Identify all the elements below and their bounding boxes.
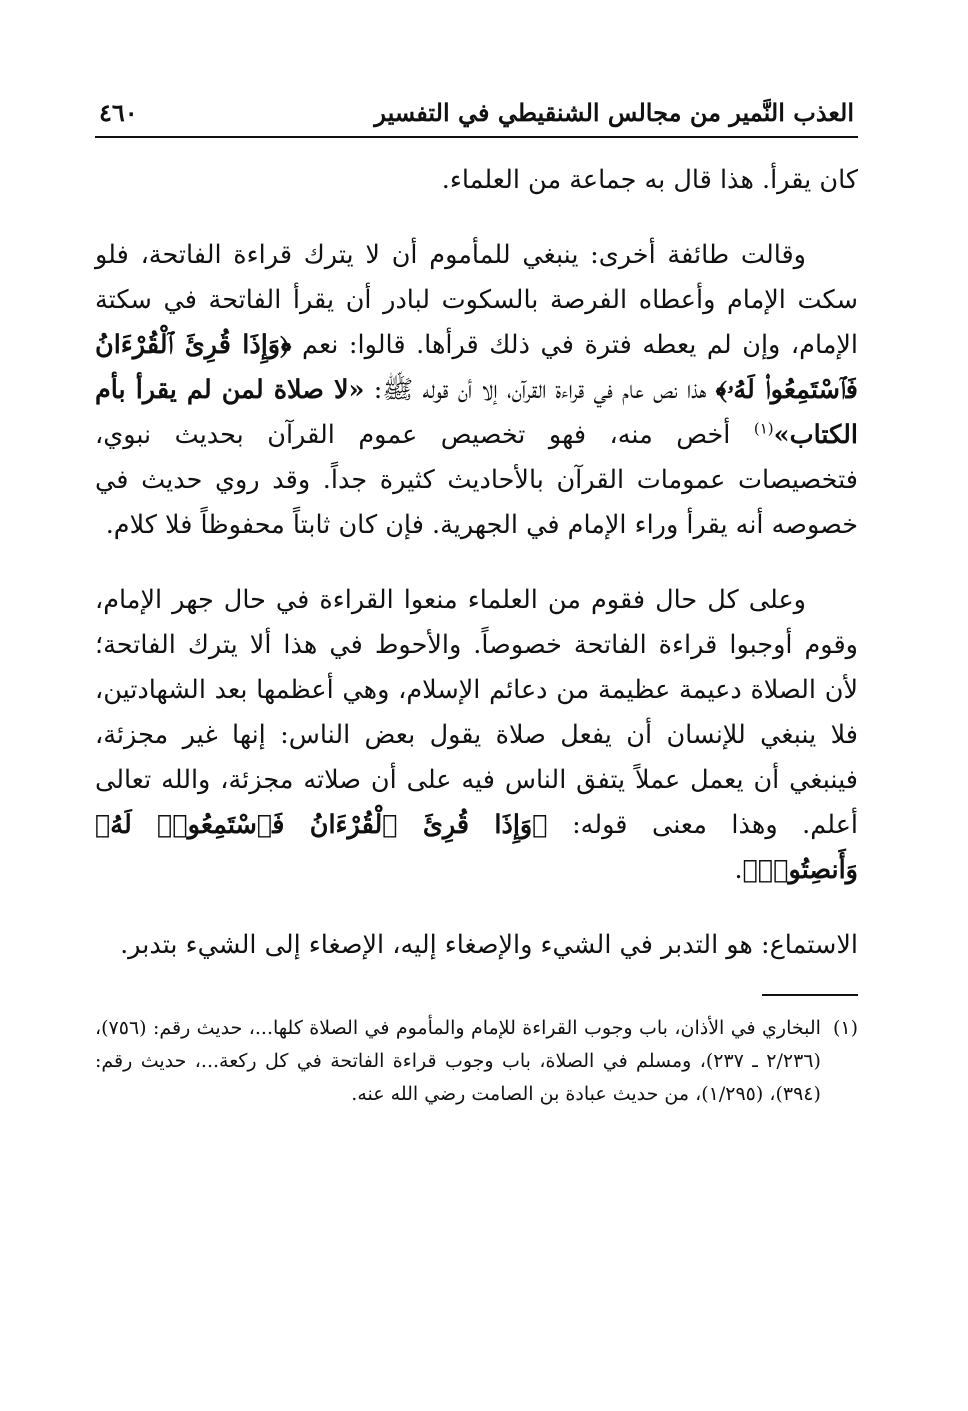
main-text: [95, 158, 858, 968]
footnote-marker: (١): [832, 1017, 858, 1039]
header-rule: [95, 136, 858, 138]
running-header: [95, 96, 858, 136]
quran-quote: ﴿وَإِذَا قُرِئَ ٱلْقُرْءَانُ فَٱسْتَمِعُوا۟ لَهُۥ﴾: [95, 330, 858, 405]
quran-quote: ﴿وَإِذَا قُرِئَ ٱلْقُرْءَانُ فَٱسْتَمِعُوا۟ لَهُۥ وَأَنصِتُوا۟﴾: [95, 810, 858, 885]
paragraph-1: كان يقرأ. هذا قال به جماعة من العلماء.: [441, 165, 858, 195]
hadith-quote: «لا صلاة لمن لم يقرأ بأم الكتاب»: [95, 375, 859, 450]
footnote-rule: [762, 994, 858, 996]
footnote-reference: (١): [753, 419, 774, 438]
paragraph-4: الاستماع: هو التدبر في الشيء والإصغاء إليه، الإصغاء إلى الشيء بتدبر.: [120, 930, 858, 960]
paragraph-3: وعلى كل حال فقوم من العلماء منعوا القراءة في حال جهر الإمام، وقوم أوجبوا قراءة الفاتحة خصوصاً. والأحوط في هذا ألا يترك الفاتحة؛ لأن الصلاة دعيمة عظيمة من دعائم الإسلام، وهي أعظمها بعد الشهادتين، فلا ينبغي للإنسان أن يفعل صلاة يقول بعض الناس: إنها غير مجزئة، فينبغي أن يعمل عملاً يتفق الناس فيه على أن صلاته مجزئة، والله تعالى أعلم. وهذا معنى قوله: ﴿وَإِذَا قُرِئَ ٱلْقُرْءَانُ فَٱسْتَمِعُوا۟ لَهُۥ وَأَنصِتُوا۟﴾.: [95, 585, 858, 885]
footnote: [95, 1012, 858, 1111]
book-title: العذب النَّمير من مجالس الشنقيطي في التفسير: [374, 98, 854, 127]
footnote-text: البخاري في الأذان، باب وجوب القراءة للإمام والمأموم في الصلاة كلها...، حديث رقم: (٧٥٦)، (٢/٢٣٦ ـ ٢٣٧)، ومسلم في الصلاة، باب وجوب قراءة الفاتحة في كل ركعة...، حديث رقم: (٣٩٤)، (١/٢٩٥)، من حديث عبادة بن الصامت رضي الله عنه.: [95, 1017, 821, 1105]
paragraph-2: وقالت طائفة أخرى: ينبغي للمأموم أن لا يترك قراءة الفاتحة، فلو سكت الإمام وأعطاه الفرصة بالسكوت لبادر أن يقرأ الفاتحة في سكتة الإمام، وإن لم يعطه فترة في ذلك قرأها. قالوا: نعم ﴿وَإِذَا قُرِئَ ٱلْقُرْءَانُ فَٱسْتَمِعُوا۟ لَهُۥ﴾ هذا نص عام في قراءة القرآن، إلا أن قوله ﷺ: «لا صلاة لمن لم يقرأ بأم الكتاب»$^{(١)}$ أخص منه، فهو تخصيص عموم القرآن بحديث نبوي، فتخصيصات عمومات القرآن بالأحاديث كثيرة جداً. وقد روي حديث في خصوصه أنه يقرأ وراء الإمام في الجهرية. فإن كان ثابتاً محفوظاً فلا كلام.: [95, 240, 859, 540]
book-page: [95, 96, 858, 1111]
page-number: ٤٦٠: [99, 98, 138, 127]
